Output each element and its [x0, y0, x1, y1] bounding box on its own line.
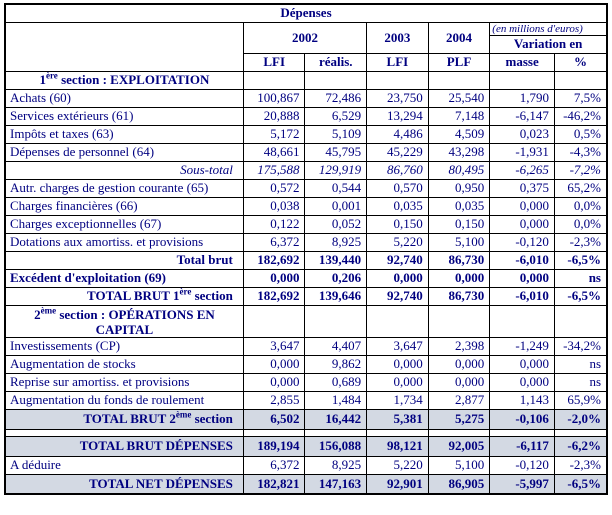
cell-value: -6,5% — [554, 287, 607, 305]
cell-value: 2,855 — [243, 391, 305, 409]
table-row — [5, 89, 607, 107]
cell-value: 4,407 — [305, 337, 367, 355]
cell-value: 5,172 — [243, 125, 305, 143]
cell-value: 100,867 — [243, 89, 305, 107]
table-row — [5, 337, 607, 355]
cell-value: 175,588 — [243, 161, 305, 179]
expenses-table — [4, 3, 608, 495]
header-percent: % — [554, 53, 607, 71]
table-row — [5, 197, 607, 215]
header-masse: masse — [490, 53, 555, 71]
cell-value: -6,010 — [490, 251, 555, 269]
unit-note: (en millions d'euros) — [490, 22, 607, 35]
cell-value: -46,2% — [554, 107, 607, 125]
header-year-2002: 2002 — [243, 22, 366, 53]
cell-value: 65,9% — [554, 391, 607, 409]
cell-value: -6,010 — [490, 287, 555, 305]
table-row — [5, 456, 607, 474]
cell-value: 1,143 — [490, 391, 555, 409]
table-row — [5, 287, 607, 305]
cell-value: 0,5% — [554, 125, 607, 143]
row-label: Achats (60) — [5, 89, 243, 107]
cell-value: 0,035 — [367, 197, 429, 215]
cell-value: -2,3% — [554, 456, 607, 474]
cell-value — [554, 429, 607, 436]
cell-value — [243, 305, 305, 337]
cell-value: 72,486 — [305, 89, 367, 107]
row-label: Charges financières (66) — [5, 197, 243, 215]
header-lfi-2003: LFI — [367, 53, 429, 71]
cell-value — [490, 429, 555, 436]
cell-value — [305, 429, 367, 436]
cell-value: 0,000 — [428, 269, 490, 287]
cell-value: 139,646 — [305, 287, 367, 305]
cell-value — [305, 305, 367, 337]
row-label: Dépenses de personnel (64) — [5, 143, 243, 161]
row-label: Total brut — [5, 251, 243, 269]
table-row — [5, 474, 607, 494]
header-realis-2002: réalis. — [305, 53, 367, 71]
row-label: TOTAL BRUT 1ère section — [5, 287, 243, 305]
cell-value: 43,298 — [428, 143, 490, 161]
cell-value: 0,150 — [428, 215, 490, 233]
cell-value: 0,0% — [554, 197, 607, 215]
cell-value: 6,372 — [243, 456, 305, 474]
header-year-2004: 2004 — [428, 22, 490, 53]
cell-value: 5,381 — [367, 409, 429, 429]
cell-value: -6,117 — [490, 436, 555, 456]
cell-value: -6,2% — [554, 436, 607, 456]
cell-value: -0,120 — [490, 456, 555, 474]
cell-value: -6,5% — [554, 251, 607, 269]
cell-value: 0,000 — [367, 373, 429, 391]
cell-value: -1,249 — [490, 337, 555, 355]
header-row-units — [5, 22, 607, 35]
row-label: Dotations aux amortiss. et provisions — [5, 233, 243, 251]
table-row — [5, 436, 607, 456]
cell-value: 0,950 — [428, 179, 490, 197]
cell-value: 9,862 — [305, 355, 367, 373]
cell-value: 65,2% — [554, 179, 607, 197]
table-header — [5, 4, 607, 71]
table-row — [5, 143, 607, 161]
row-label: Augmentation de stocks — [5, 355, 243, 373]
cell-value: 7,5% — [554, 89, 607, 107]
cell-value — [428, 71, 490, 89]
cell-value: 13,294 — [367, 107, 429, 125]
cell-value: 0,000 — [490, 355, 555, 373]
cell-value: 0,000 — [243, 373, 305, 391]
cell-value: 0,000 — [490, 269, 555, 287]
cell-value: 6,372 — [243, 233, 305, 251]
cell-value: 92,740 — [367, 251, 429, 269]
cell-value: 7,148 — [428, 107, 490, 125]
cell-value: 1,484 — [305, 391, 367, 409]
cell-value: 5,220 — [367, 456, 429, 474]
table-row — [5, 355, 607, 373]
cell-value: -1,931 — [490, 143, 555, 161]
cell-value: -2,0% — [554, 409, 607, 429]
cell-value: 182,692 — [243, 251, 305, 269]
header-plf-2004: PLF — [428, 53, 490, 71]
cell-value — [367, 429, 429, 436]
table-row — [5, 107, 607, 125]
cell-value: 5,275 — [428, 409, 490, 429]
cell-value: 0,000 — [243, 355, 305, 373]
cell-value: 86,730 — [428, 251, 490, 269]
cell-value: 6,529 — [305, 107, 367, 125]
cell-value: 45,229 — [367, 143, 429, 161]
table-row — [5, 391, 607, 409]
cell-value: -7,2% — [554, 161, 607, 179]
header-year-2003: 2003 — [367, 22, 429, 53]
cell-value: 139,440 — [305, 251, 367, 269]
cell-value: 2,398 — [428, 337, 490, 355]
row-label: TOTAL NET DÉPENSES — [5, 474, 243, 494]
cell-value: 0,689 — [305, 373, 367, 391]
cell-value: 8,925 — [305, 233, 367, 251]
cell-value: 6,502 — [243, 409, 305, 429]
row-label: Services extérieurs (61) — [5, 107, 243, 125]
cell-value: 0,000 — [490, 215, 555, 233]
cell-value: 23,750 — [367, 89, 429, 107]
table-row — [5, 161, 607, 179]
expenses-table-body — [5, 71, 607, 494]
row-label: TOTAL BRUT DÉPENSES — [5, 436, 243, 456]
cell-value: 4,509 — [428, 125, 490, 143]
cell-value: 0,572 — [243, 179, 305, 197]
cell-value: -6,265 — [490, 161, 555, 179]
cell-value: 2,877 — [428, 391, 490, 409]
row-label: Investissements (CP) — [5, 337, 243, 355]
cell-value: -4,3% — [554, 143, 607, 161]
cell-value: ns — [554, 355, 607, 373]
cell-value: 5,109 — [305, 125, 367, 143]
cell-value: 0,038 — [243, 197, 305, 215]
row-label: Reprise sur amortiss. et provisions — [5, 373, 243, 391]
cell-value: 189,194 — [243, 436, 305, 456]
cell-value: 0,000 — [490, 373, 555, 391]
cell-value: 86,905 — [428, 474, 490, 494]
cell-value — [554, 305, 607, 337]
cell-value: 5,100 — [428, 456, 490, 474]
row-label: 1ère section : EXPLOITATION — [5, 71, 243, 89]
cell-value: 1,790 — [490, 89, 555, 107]
cell-value: 92,901 — [367, 474, 429, 494]
cell-value: 0,570 — [367, 179, 429, 197]
row-label: Sous-total — [5, 161, 243, 179]
cell-value — [243, 429, 305, 436]
cell-value — [428, 429, 490, 436]
cell-value: 48,661 — [243, 143, 305, 161]
cell-value: -6,5% — [554, 474, 607, 494]
cell-value: -0,106 — [490, 409, 555, 429]
cell-value: 92,740 — [367, 287, 429, 305]
cell-value: 86,760 — [367, 161, 429, 179]
cell-value: 86,730 — [428, 287, 490, 305]
row-label — [5, 429, 243, 436]
cell-value: 0,375 — [490, 179, 555, 197]
header-lfi-2002: LFI — [243, 53, 305, 71]
row-label: Excédent d'exploitation (69) — [5, 269, 243, 287]
row-label: Charges exceptionnelles (67) — [5, 215, 243, 233]
cell-value: 3,647 — [243, 337, 305, 355]
row-label: Impôts et taxes (63) — [5, 125, 243, 143]
cell-value — [367, 305, 429, 337]
header-variation: Variation en — [490, 35, 607, 53]
cell-value — [305, 71, 367, 89]
corner-cell — [5, 22, 243, 71]
cell-value — [243, 71, 305, 89]
row-label: TOTAL BRUT 2ème section — [5, 409, 243, 429]
cell-value — [490, 305, 555, 337]
table-row — [5, 251, 607, 269]
table-row — [5, 373, 607, 391]
cell-value: 4,486 — [367, 125, 429, 143]
cell-value: 0,000 — [367, 355, 429, 373]
cell-value: 0,000 — [490, 197, 555, 215]
cell-value: 80,495 — [428, 161, 490, 179]
cell-value: 8,925 — [305, 456, 367, 474]
cell-value: 0,000 — [367, 269, 429, 287]
cell-value: -5,997 — [490, 474, 555, 494]
cell-value: 182,692 — [243, 287, 305, 305]
cell-value: 45,795 — [305, 143, 367, 161]
cell-value: 20,888 — [243, 107, 305, 125]
cell-value: ns — [554, 269, 607, 287]
cell-value: -34,2% — [554, 337, 607, 355]
cell-value: -6,147 — [490, 107, 555, 125]
row-label: Autr. charges de gestion courante (65) — [5, 179, 243, 197]
cell-value: 0,000 — [428, 373, 490, 391]
cell-value: -2,3% — [554, 233, 607, 251]
cell-value: 25,540 — [428, 89, 490, 107]
table-row — [5, 269, 607, 287]
cell-value: ns — [554, 373, 607, 391]
row-label: 2ème section : OPÉRATIONS EN CAPITAL — [5, 305, 243, 337]
cell-value: 1,734 — [367, 391, 429, 409]
cell-value: 0,001 — [305, 197, 367, 215]
cell-value: 5,220 — [367, 233, 429, 251]
cell-value: 16,442 — [305, 409, 367, 429]
table-row — [5, 71, 607, 89]
cell-value: 0,0% — [554, 215, 607, 233]
table-row — [5, 429, 607, 436]
table-row — [5, 409, 607, 429]
cell-value: -0,120 — [490, 233, 555, 251]
cell-value: 182,821 — [243, 474, 305, 494]
cell-value: 0,052 — [305, 215, 367, 233]
cell-value: 147,163 — [305, 474, 367, 494]
cell-value: 0,000 — [428, 355, 490, 373]
row-label: A déduire — [5, 456, 243, 474]
cell-value: 0,000 — [243, 269, 305, 287]
cell-value: 0,122 — [243, 215, 305, 233]
title-row — [5, 4, 607, 22]
cell-value — [490, 71, 555, 89]
cell-value — [554, 71, 607, 89]
table-row — [5, 233, 607, 251]
table-title: Dépenses — [5, 4, 607, 22]
cell-value: 0,023 — [490, 125, 555, 143]
cell-value: 3,647 — [367, 337, 429, 355]
row-label: Augmentation du fonds de roulement — [5, 391, 243, 409]
cell-value: 92,005 — [428, 436, 490, 456]
cell-value: 156,088 — [305, 436, 367, 456]
cell-value — [428, 305, 490, 337]
table-row — [5, 125, 607, 143]
cell-value — [367, 71, 429, 89]
cell-value: 129,919 — [305, 161, 367, 179]
cell-value: 0,035 — [428, 197, 490, 215]
table-row — [5, 179, 607, 197]
table-row — [5, 305, 607, 337]
table-row — [5, 215, 607, 233]
cell-value: 5,100 — [428, 233, 490, 251]
cell-value: 0,206 — [305, 269, 367, 287]
cell-value: 0,150 — [367, 215, 429, 233]
cell-value: 98,121 — [367, 436, 429, 456]
cell-value: 0,544 — [305, 179, 367, 197]
